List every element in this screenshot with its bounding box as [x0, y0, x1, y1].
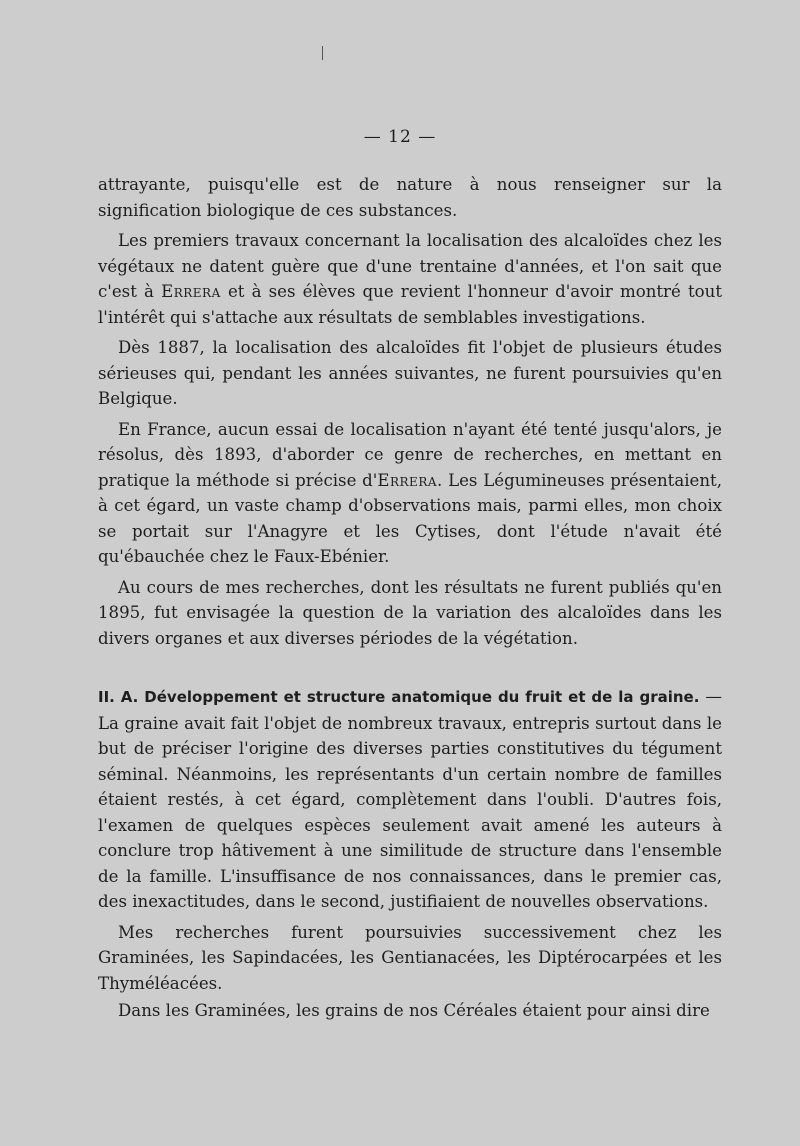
last-line: Dans les Graminées, les grains de nos Céréales étaient pour ainsi dire	[118, 1001, 710, 1020]
body-text	[98, 172, 722, 656]
paragraph-continuation: attrayante, puisqu'elle est de nature à nous renseigner sur la signification biologique de ces substances.	[98, 175, 722, 220]
paragraph-france	[98, 417, 722, 570]
paragraph-1887: Dès 1887, la localisation des alcaloïdes fit l'objet de plusieurs études sérieuses qui, pendant les années suivantes, ne furent poursuivies qu'en Belgique.	[98, 338, 722, 408]
paragraph-text: En France, aucun essai de localisation n'ayant été tenté jusqu'alors, je résolus, dès 1893, d'aborder ce genre de recherches, en mettant en pratique la méthode si précise d'	[98, 419, 722, 490]
paragraph-recherches: Au cours de mes recherches, dont les résultats ne furent publiés qu'en 1895, fut envisagée la question de la variation des alcaloïdes dans les divers organes et aux diverses périodes de la végétation.	[98, 577, 722, 648]
page-number: — 12 —	[363, 127, 437, 147]
paragraph-localisation	[98, 228, 722, 330]
author-name: Errera	[161, 282, 221, 301]
paragraph-text: et à ses élèves que revient l'honneur d'avoir montré tout l'intérêt qui s'attache aux résultats de semblables investigations.	[98, 282, 722, 327]
section-heading: II. A. Développement et structure anatomique du fruit et de la graine.	[98, 688, 700, 706]
paragraph-text: . Les Légumineuses présentaient, à cet égard, un vaste champ d'observations mais, parmi elles, mon choix se portait sur l'Anagyre et les Cytises, dont l'étude n'avait été qu'ébauchée chez le Faux-Ebénier.	[98, 470, 722, 566]
section-paragraph-2: Mes recherches furent poursuivies successivement chez les Graminées, les Sapindacées, les Gentianacées, les Diptérocarpées et les Thyméléacées.	[98, 922, 722, 993]
scan-mark	[322, 46, 323, 60]
section-paragraph	[98, 684, 722, 915]
paragraph-text: Les premiers travaux concernant la localisation des alcaloïdes chez les végétaux ne datent guère que d'une trentaine d'années, et l'on sait que c'est à	[98, 231, 722, 301]
author-name: Errera	[377, 470, 438, 490]
section-II-A	[98, 684, 722, 1001]
section-text: — La graine avait fait l'objet de nombreux travaux, entrepris surtout dans le but de préciser l'origine des diverses parties constitutives du tégument séminal. Néanmoins, les représentants d'un certain nombre de familles étaient restés, à cet égard, complètement dans l'oubli. D'autres fois, l'examen de quelques espèces seulement avait amené les auteurs à conclure trop hâtivement à une similitude de structure dans l'ensemble de la famille. L'insuffisance de nos connaissances, dans le premier cas, des inexactitudes, dans le second, justifiaient de nouvelles observations.	[98, 687, 722, 911]
